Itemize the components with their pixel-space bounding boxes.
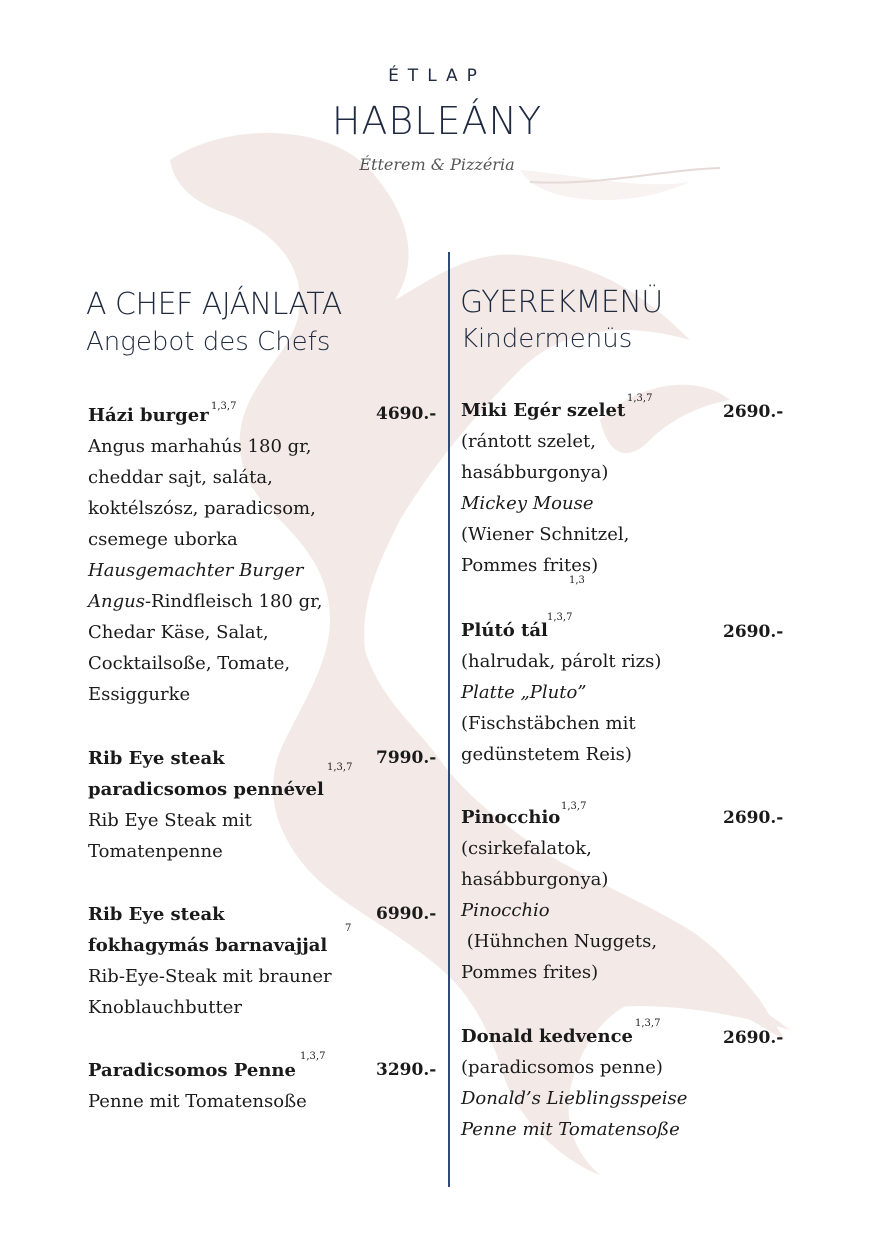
item-desc-hu: (halrudak, párolt rizs): [461, 651, 662, 672]
menu-item: [88, 743, 324, 867]
item-desc-de: Knoblauchbutter: [88, 997, 242, 1018]
menu-item: [461, 802, 657, 988]
item-name-de: Hausgemachter Burger: [88, 560, 304, 581]
menu-label: ÉTLAP: [388, 66, 486, 86]
allergen-codes: 1,3: [569, 575, 585, 586]
item-desc-de: Chedar Käse, Salat,: [88, 622, 269, 643]
item-desc-hu: koktélszósz, paradicsom,: [88, 498, 316, 519]
item-desc-de: -Rindfleisch 180 gr,: [144, 591, 323, 612]
item-name: Rib Eye steak: [88, 748, 225, 769]
item-desc-hu: (rántott szelet,: [461, 431, 596, 452]
item-desc-hu: (paradicsomos penne): [461, 1057, 663, 1078]
section-subtitle-chef: Angebot des Chefs: [86, 327, 331, 357]
menu-item: [88, 1055, 307, 1117]
item-desc-de: Rib-Eye-Steak mit brauner: [88, 966, 332, 987]
item-price: 2690.-: [723, 622, 784, 642]
item-desc-de: Rib Eye Steak mit: [88, 810, 252, 831]
item-desc-hu: hasábburgonya): [461, 869, 609, 890]
item-name: Házi burger: [88, 405, 209, 426]
allergen-codes: 7: [345, 923, 352, 934]
item-price: 2690.-: [723, 808, 784, 828]
menu-item: [88, 899, 332, 1023]
item-desc-hu: csemege uborka: [88, 529, 238, 550]
menu-item: [461, 1021, 687, 1145]
allergen-codes: 1,3,7: [635, 1018, 661, 1029]
allergen-codes: 1,3,7: [211, 401, 237, 412]
item-name: Pinocchio: [461, 807, 561, 828]
allergen-codes: 1,3,7: [627, 393, 653, 404]
item-name: paradicsomos pennével: [88, 779, 324, 800]
allergen-codes: 1,3,7: [547, 612, 573, 623]
item-desc-de: Penne mit Tomatensoße: [461, 1119, 680, 1140]
item-name: Donald kedvence: [461, 1026, 633, 1047]
section-title-chef: A CHEF AJÁNLATA: [86, 287, 342, 322]
menu-item: [88, 400, 322, 710]
item-name: Rib Eye steak: [88, 904, 225, 925]
restaurant-subtitle: Étterem & Pizzéria: [359, 155, 515, 174]
item-name: Paradicsomos Penne: [88, 1060, 296, 1081]
item-desc-de: Essiggurke: [88, 684, 191, 705]
item-desc-de: gedünstetem Reis): [461, 744, 632, 765]
allergen-codes: 1,3,7: [300, 1051, 326, 1062]
item-desc-de: Tomatenpenne: [88, 841, 223, 862]
item-desc-hu: cheddar sajt, saláta,: [88, 467, 273, 488]
item-price: 4690.-: [376, 404, 437, 424]
menu-item: [461, 395, 629, 581]
item-price: 7990.-: [376, 748, 437, 768]
item-desc-de: Pommes frites): [461, 962, 599, 983]
item-name: Miki Egér szelet: [461, 400, 626, 421]
item-desc-de: Penne mit Tomatensoße: [88, 1091, 307, 1112]
item-desc-hu: Angus marhahús 180 gr,: [88, 436, 312, 457]
item-desc-de: (Fischstäbchen mit: [461, 713, 636, 734]
item-desc-hu: (csirkefalatok,: [461, 838, 592, 859]
item-desc-de: Pommes frites): [461, 555, 599, 576]
section-title-kids: GYEREKMENÜ: [460, 285, 663, 320]
item-price: 6990.-: [376, 904, 437, 924]
item-desc-de: Cocktailsoße, Tomate,: [88, 653, 291, 674]
item-desc-de: (Wiener Schnitzel,: [461, 524, 630, 545]
item-price: 2690.-: [723, 1028, 784, 1048]
item-name-de: Pinocchio: [461, 900, 550, 921]
allergen-codes: 1,3,7: [327, 762, 353, 773]
item-desc-de: (Hühnchen Nuggets,: [461, 931, 658, 952]
item-name: fokhagymás barnavajjal: [88, 935, 328, 956]
item-price: 3290.-: [376, 1060, 437, 1080]
restaurant-name: HABLEÁNY: [331, 99, 543, 143]
item-price: 2690.-: [723, 402, 784, 422]
menu-item: [461, 615, 661, 770]
item-desc-de-italic: Angus: [88, 591, 145, 612]
item-name-de: Donald’s Lieblingsspeise: [461, 1088, 688, 1109]
column-divider: [448, 252, 450, 1187]
item-name-de: Platte „Pluto”: [461, 682, 587, 703]
section-subtitle-kids: Kindermenüs: [461, 324, 633, 354]
allergen-codes: 1,3,7: [561, 801, 587, 812]
item-desc-hu: hasábburgonya): [461, 462, 609, 483]
item-name: Plútó tál: [461, 620, 548, 641]
item-name-de: Mickey Mouse: [461, 493, 594, 514]
